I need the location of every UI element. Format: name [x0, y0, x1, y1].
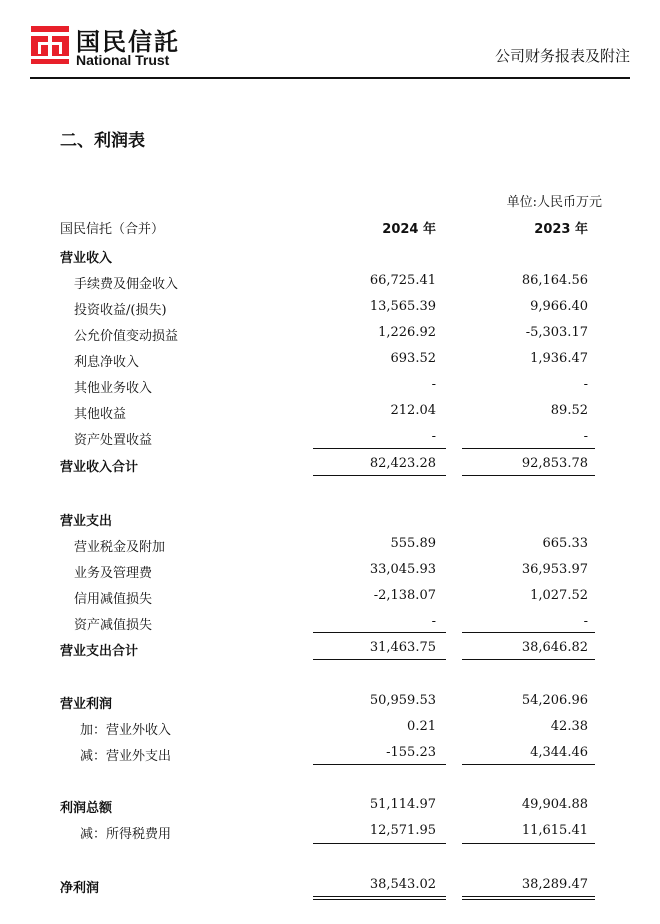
total-rule — [462, 475, 595, 476]
subtotal-rule — [313, 448, 446, 449]
table-row: 投资收益/(损失) 13,565.39 9,966.40 — [74, 299, 588, 318]
double-rule-top — [313, 896, 446, 897]
net-profit-row: 净利润 38,543.02 38,289.47 — [60, 877, 588, 896]
subtotal-rule — [462, 632, 595, 633]
table-header-row — [0, 214, 660, 238]
section-title: 二、利润表 — [60, 131, 145, 151]
operating-profit-row: 营业利润 50,959.53 54,206.96 — [60, 693, 588, 712]
subtotal-rule — [462, 448, 595, 449]
total-profit-row: 利润总额 51,114.97 49,904.88 — [60, 797, 588, 816]
subtotal-rule — [313, 843, 446, 844]
currency-unit-note: 单位:人民币万元 — [506, 195, 602, 210]
table-row: 信用减值损失 -2,138.07 1,027.52 — [74, 588, 588, 607]
logo-english-name: National Trust — [76, 52, 170, 68]
table-row: 手续费及佣金收入 66,725.41 86,164.56 — [74, 273, 588, 292]
non-operating-expense-row: 减：营业外支出 -155.23 4,344.46 — [80, 745, 588, 764]
total-rule — [313, 475, 446, 476]
entity-label: 国民信托（合并） — [60, 222, 165, 237]
double-rule-bottom — [313, 899, 446, 900]
subtotal-rule — [462, 764, 595, 765]
table-row: 公允价值变动损益 1,226.92 -5,303.17 — [74, 325, 588, 344]
table-row: 资产减值损失 - - — [74, 614, 588, 633]
revenue-total-row: 营业收入合计 82,423.28 92,853.78 — [60, 456, 588, 475]
table-row: 利息净收入 693.52 1,936.47 — [74, 351, 588, 370]
document-title: 公司财务报表及附注 — [494, 47, 630, 65]
total-rule — [313, 659, 446, 660]
income-tax-row: 减：所得税费用 12,571.95 11,615.41 — [80, 823, 588, 842]
logo-chinese-name: 国民信託 — [76, 28, 180, 56]
table-row: 营业税金及附加 555.89 665.33 — [74, 536, 588, 555]
expense-total-row: 营业支出合计 31,463.75 38,646.82 — [60, 640, 588, 659]
double-rule-bottom — [462, 899, 595, 900]
double-rule-top — [462, 896, 595, 897]
total-rule — [462, 659, 595, 660]
subtotal-rule — [313, 632, 446, 633]
table-row: 其他收益 212.04 89.52 — [74, 403, 588, 422]
table-row: 业务及管理费 33,045.93 36,953.97 — [74, 562, 588, 581]
subtotal-rule — [313, 764, 446, 765]
table-row: 其他业务收入 - - — [74, 377, 588, 396]
column-header-2023: 2023 年 — [534, 222, 588, 237]
non-operating-income-row: 加：营业外收入 0.21 42.38 — [80, 719, 588, 738]
table-row: 资产处置收益 - - — [74, 429, 588, 448]
subtotal-rule — [462, 843, 595, 844]
revenue-section-heading: 营业收入 — [60, 251, 113, 266]
expense-section-heading: 营业支出 — [60, 514, 113, 529]
column-header-2024: 2024 年 — [382, 222, 436, 237]
